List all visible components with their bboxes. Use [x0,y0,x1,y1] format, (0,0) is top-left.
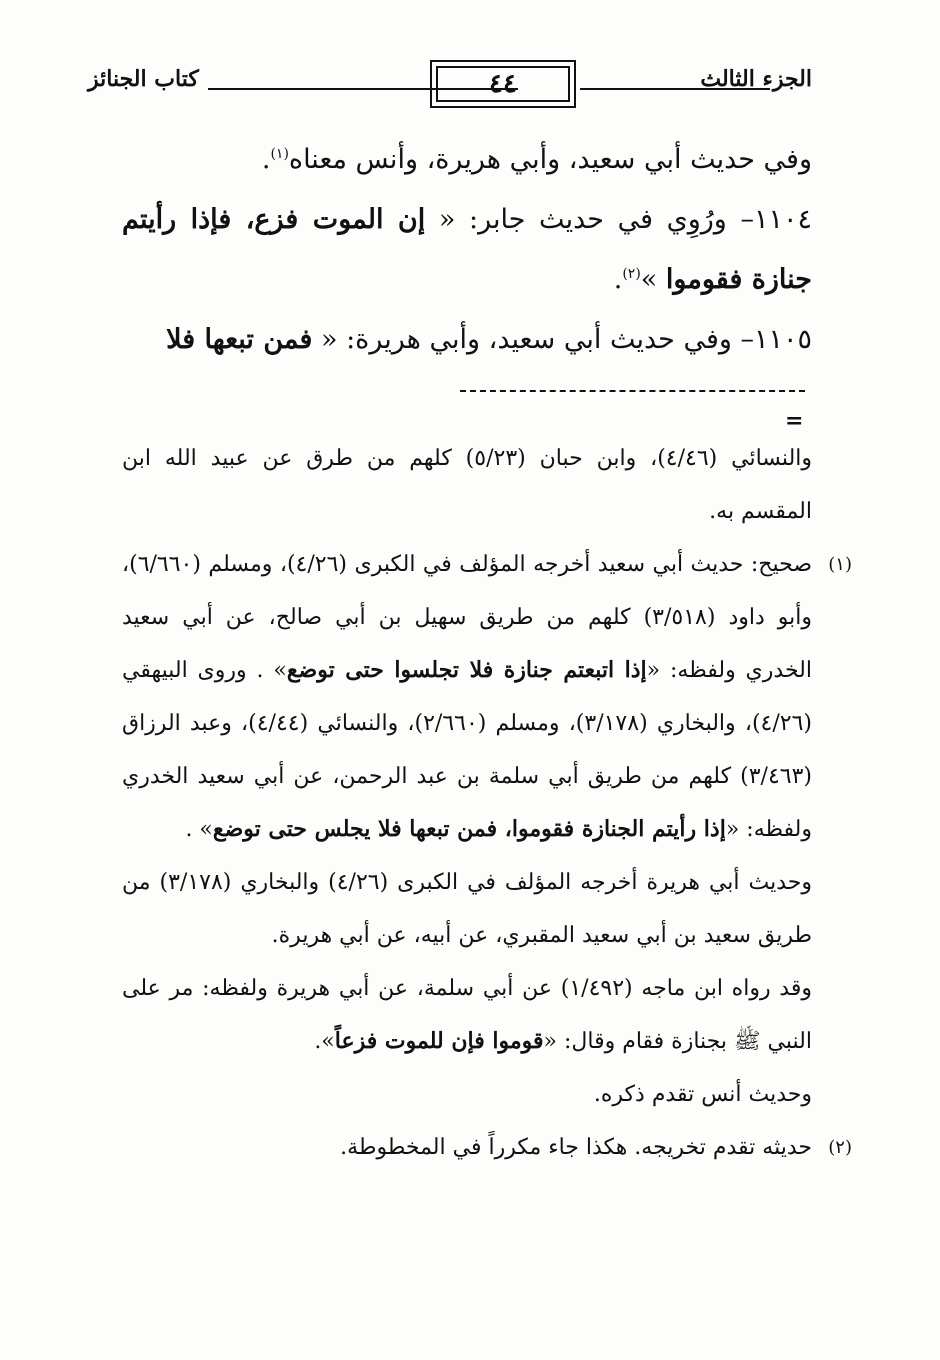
hadith-quote: إن الموت فزع، فإذا رأيتم جنازة فقوموا [122,204,812,295]
main-paragraph: وفي حديث أبي سعيد، وأبي هريرة، وأنس معناه$^{(١)}$. [261,144,812,175]
footnote-2 [122,1121,852,1174]
part-title: الجزء الثالث [700,66,812,92]
continuation-mark: = [785,408,804,434]
book-title: كتاب الجنائز [88,66,199,92]
hadith-number: ١١٠٥ [753,324,812,355]
hadith-intro: – ورُوِي في حديث جابر: « [438,204,754,235]
footnote-text: ». [314,1029,335,1054]
hadith-item-1104: ١١٠٤– ورُوِي في حديث جابر: « إن الموت فزع، فإذا رأيتم جنازة فقوموا »$^{(٢)}$. [122,204,812,295]
footnote-text: حديثه تقدم تخريجه. هكذا جاء مكرراً في المخطوطة. [340,1135,812,1160]
main-text-line: وفي حديث أبي سعيد، وأبي هريرة، وأنس معناه [288,144,812,175]
main-text [122,130,812,370]
hadith-number: ١١٠٤ [753,204,812,235]
quote-close: » [640,264,658,295]
footnote-paragraph: وحديث أنس تقدم ذكره. [593,1082,812,1107]
running-header [88,60,812,110]
hadith-quote: فمن تبعها فلا [166,324,313,355]
footnote-number: (٢) [828,1137,852,1158]
footnote-quote: قوموا فإن للموت فزعاً [334,1028,544,1054]
footnote-quote: إذا رأيتم الجنازة فقوموا، فمن تبعها فلا يجلس حتى توضع [212,816,726,842]
footnote-ref: (١) [270,146,289,162]
footnote-text: » . وروى البيهقي (٤/٢٦)، والبخاري (٣/١٧٨)، ومسلم (٢/٦٦٠)، والنسائي (٤/٤٤)، وعبد الرزاق (٣/٤٦٣) كلهم من طريق أبي سلمة بن عبد الرحمن، عن أبي سعيد الخدري ولفظه: « [122,658,812,842]
footnote-paragraph [122,962,812,1068]
page-number-box [430,60,576,108]
footnote-text: صحيح: حديث أبي سعيد أخرجه المؤلف في الكبرى (٤/٢٦)، ومسلم (٦/٦٦٠)، وأبو داود (٣/٥١٨) كلهم من طريق سهيل بن أبي صالح، عن أبي سعيد الخدري ولفظه: « [122,552,812,683]
hadith-intro: – وفي حديث أبي سعيد، وأبي هريرة: « [320,324,754,355]
footnote-quote: إذا اتبعتم جنازة فلا تجلسوا حتى توضع [286,657,647,683]
footnote-text: وقد رواه ابن ماجه (١/٤٩٢) عن أبي سلمة، عن أبي هريرة ولفظه: مر على النبي ﷺ بجنازة فقام وقال: « [122,976,812,1054]
footnote-text: » . [185,817,213,842]
footnotes [122,432,852,1174]
footnote-continuation: والنسائي (٤/٤٦)، وابن حبان (٥/٢٣) كلهم من طرق عن عبيد الله ابن المقسم به. [122,446,813,524]
footnote-number: (١) [828,554,852,575]
page-number: ٤٤ [436,66,570,102]
hadith-item-1105 [122,310,812,370]
footnote-paragraph: وحديث أبي هريرة أخرجه المؤلف في الكبرى (٤/٢٦) والبخاري (٣/١٧٨) من طريق سعيد بن أبي سعيد المقبري، عن أبيه، عن أبي هريرة. [122,870,812,948]
footnote-1 [122,538,852,856]
footnote-separator [460,390,805,392]
footnote-ref: (٢) [622,266,641,282]
